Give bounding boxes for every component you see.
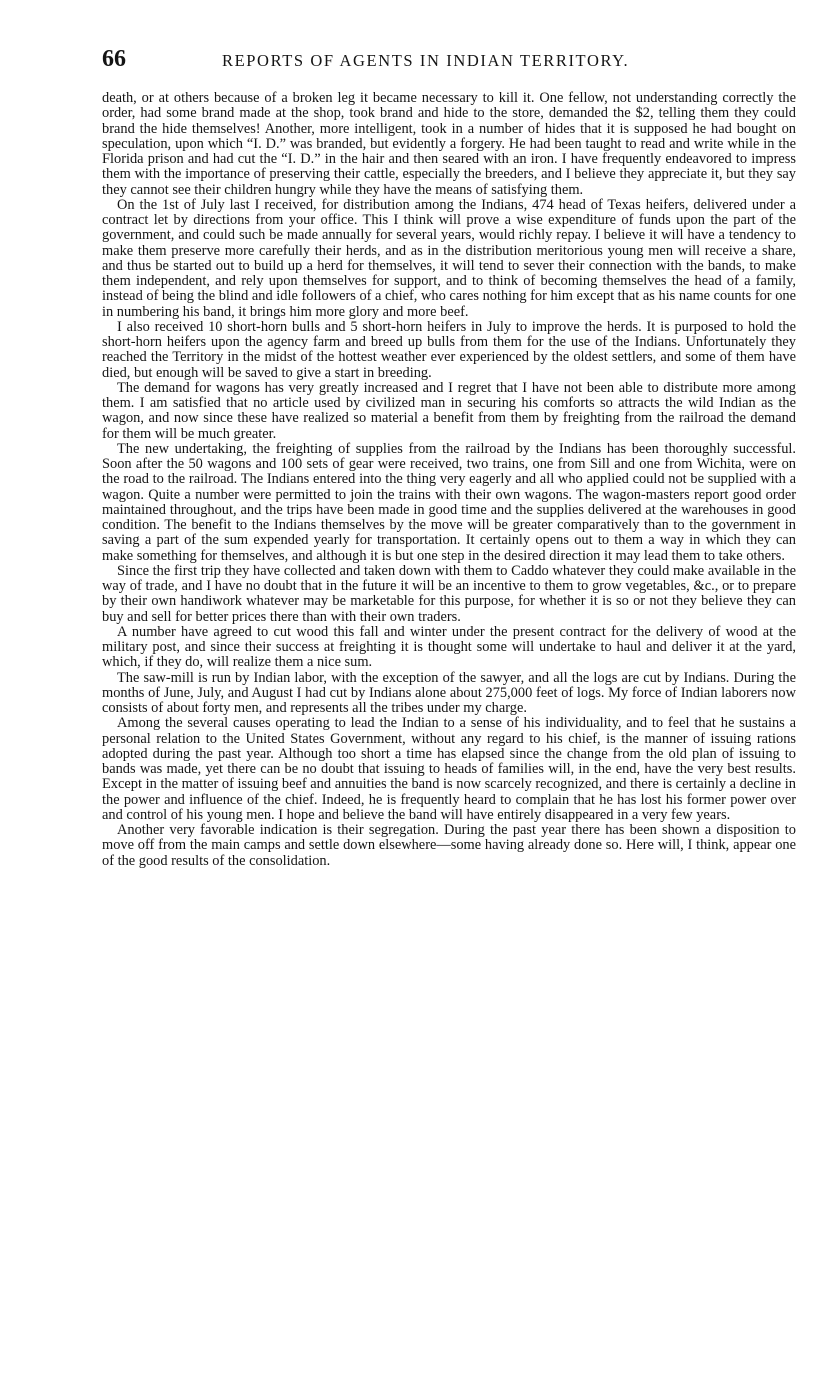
paragraph-wood-contract: A number have agreed to cut wood this fall and winter under the present contract for the delivery of wood at the military post, and since their success at freighting it is thought some will undertake to haul and deliver it at the yard, which, if they do, will realize them a nice sum. bbox=[102, 623, 796, 671]
paragraph-saw-mill: The saw-mill is run by Indian labor, with the exception of the sawyer, and all the logs are cut by Indians. During the months of June, July, and August I had cut by Indians alone about 275,000 feet of logs. My force of Indian laborers now consists of about forty men, and represents all the tribes under my charge. bbox=[102, 669, 796, 716]
paragraph-texas-heifers: On the 1st of July last I received, for distribution among the Indians, 474 head of Texas heifers, delivered under a contract let by directions from your office. This I think will prove a wise expenditure of funds upon the part of the government, and could such be made annually for several years, would richly repay. I believe it will have a tendency to make them preserve more carefully their herds, and as in the distribution meritorious young men will receive a share, and thus be started out to build up a herd for themselves, it will tend to sever their connection with the bands, to make them independent, and rely upon themselves for support, and to think of becoming themselves the head of a family, instead of being the blind and idle followers of a chief, who cares nothing for him except that as his name counts for one in numbering his band, it brings him more glory and more beef. bbox=[102, 196, 796, 320]
paragraph-caddo-trade: Since the first trip they have collected and taken down with them to Caddo whatever they could make available in the way of trade, and I have no doubt that in the future it will be an incentive to them to grow vegetables, &c., or to prepare by their own handiwork whatever may be marketable for this purpose, for whether it is so or not they believe they can buy and sell for better prices there than with their own traders. bbox=[102, 562, 796, 625]
paragraph-freighting: The new undertaking, the freighting of supplies from the railroad by the Indians has been thoroughly successful. Soon after the 50 wagons and 100 sets of gear were received, two trains, one from Sill and one from Wichita, were on the road to the railroad. The Indians entered into the thing very eagerly and all who applied could not be supplied with a wagon. Quite a number were permitted to join the trains with their own wagons. The wagon-masters report good order maintained throughout, and the trips have been made in good time and the supplies delivered at the warehouses in good condition. The benefit to the Indians themselves by the move will be greater comparatively than to the government in saving a part of the sum expended yearly for transportation. It certainly opens out to them a way in which they can make something for themselves, and although it is but one step in the desired direction it may lead them to take others. bbox=[102, 440, 796, 564]
page-header-title: REPORTS OF AGENTS IN INDIAN TERRITORY. bbox=[222, 51, 630, 70]
paragraph-segregation: Another very favorable indication is their segregation. During the past year there has been shown a disposition to move off from the main camps and settle down elsewhere—some having already done so. Here will, I think, appear one of the good results of the consolidation. bbox=[102, 822, 796, 869]
paragraph-cattle-branding: death, or at others because of a broken leg it became necessary to kill it. One fellow, not understanding correctly the order, had some brand made at the shop, took brand and hide to the store, demanded the $2, telling them they could brand the hide themselves! Another, more intelligent, took in a number of hides that it is supposed he had bought on speculation, upon which “I. D.” was branded, but evidently a forgery. He had been taught to read and write while in the Florida prison and had cut the “I. D.” in the hair and then seared with an iron. I have frequently endeavored to impress them with the importance of preserving their cattle, especially the breeders, and I believe they appreciate it, but they say they cannot see their children hungry while they have the means of satisfying them. bbox=[102, 90, 796, 198]
running-head bbox=[102, 44, 796, 74]
paragraph-short-horn-bulls: I also received 10 short-horn bulls and 5 short-horn heifers in July to improve the herds. It is purposed to hold the short-horn heifers upon the agency farm and breed up bulls from them for the use of the Indians. Unfortunately they reached the Territory in the midst of the hottest weather ever experienced by the oldest settlers, and some of them have died, but enough will be saved to give a start in breeding. bbox=[102, 318, 796, 381]
body-text bbox=[102, 91, 796, 869]
paragraph-wagon-demand: The demand for wagons has very greatly increased and I regret that I have not been able to distribute more among them. I am satisfied that no article used by civilized man in securing his comforts so attracts the wild Indian as the wagon, and now since these have realized so material a benefit from them by freighting from the railroad the demand for them will be much greater. bbox=[102, 379, 796, 442]
page-number: 66 bbox=[102, 46, 126, 72]
paragraph-rations-issuing: Among the several causes operating to lead the Indian to a sense of his individuality, and to feel that he sustains a personal relation to the United States Government, without any regard to his chief, is the manner of issuing rations adopted during the past year. Although too short a time has elapsed since the change from the old plan of issuing to bands was made, yet there can be no doubt that issuing to heads of families will, in the end, have the very best results. Except in the matter of issuing beef and annuities the band is now scarcely recognized, and there is certainly a decline in the power and influence of the chief. Indeed, he is frequently heard to complain that he has lost his former power over and control of his young men. I hope and believe the band will have entirely disappeared in a very few years. bbox=[102, 715, 796, 823]
